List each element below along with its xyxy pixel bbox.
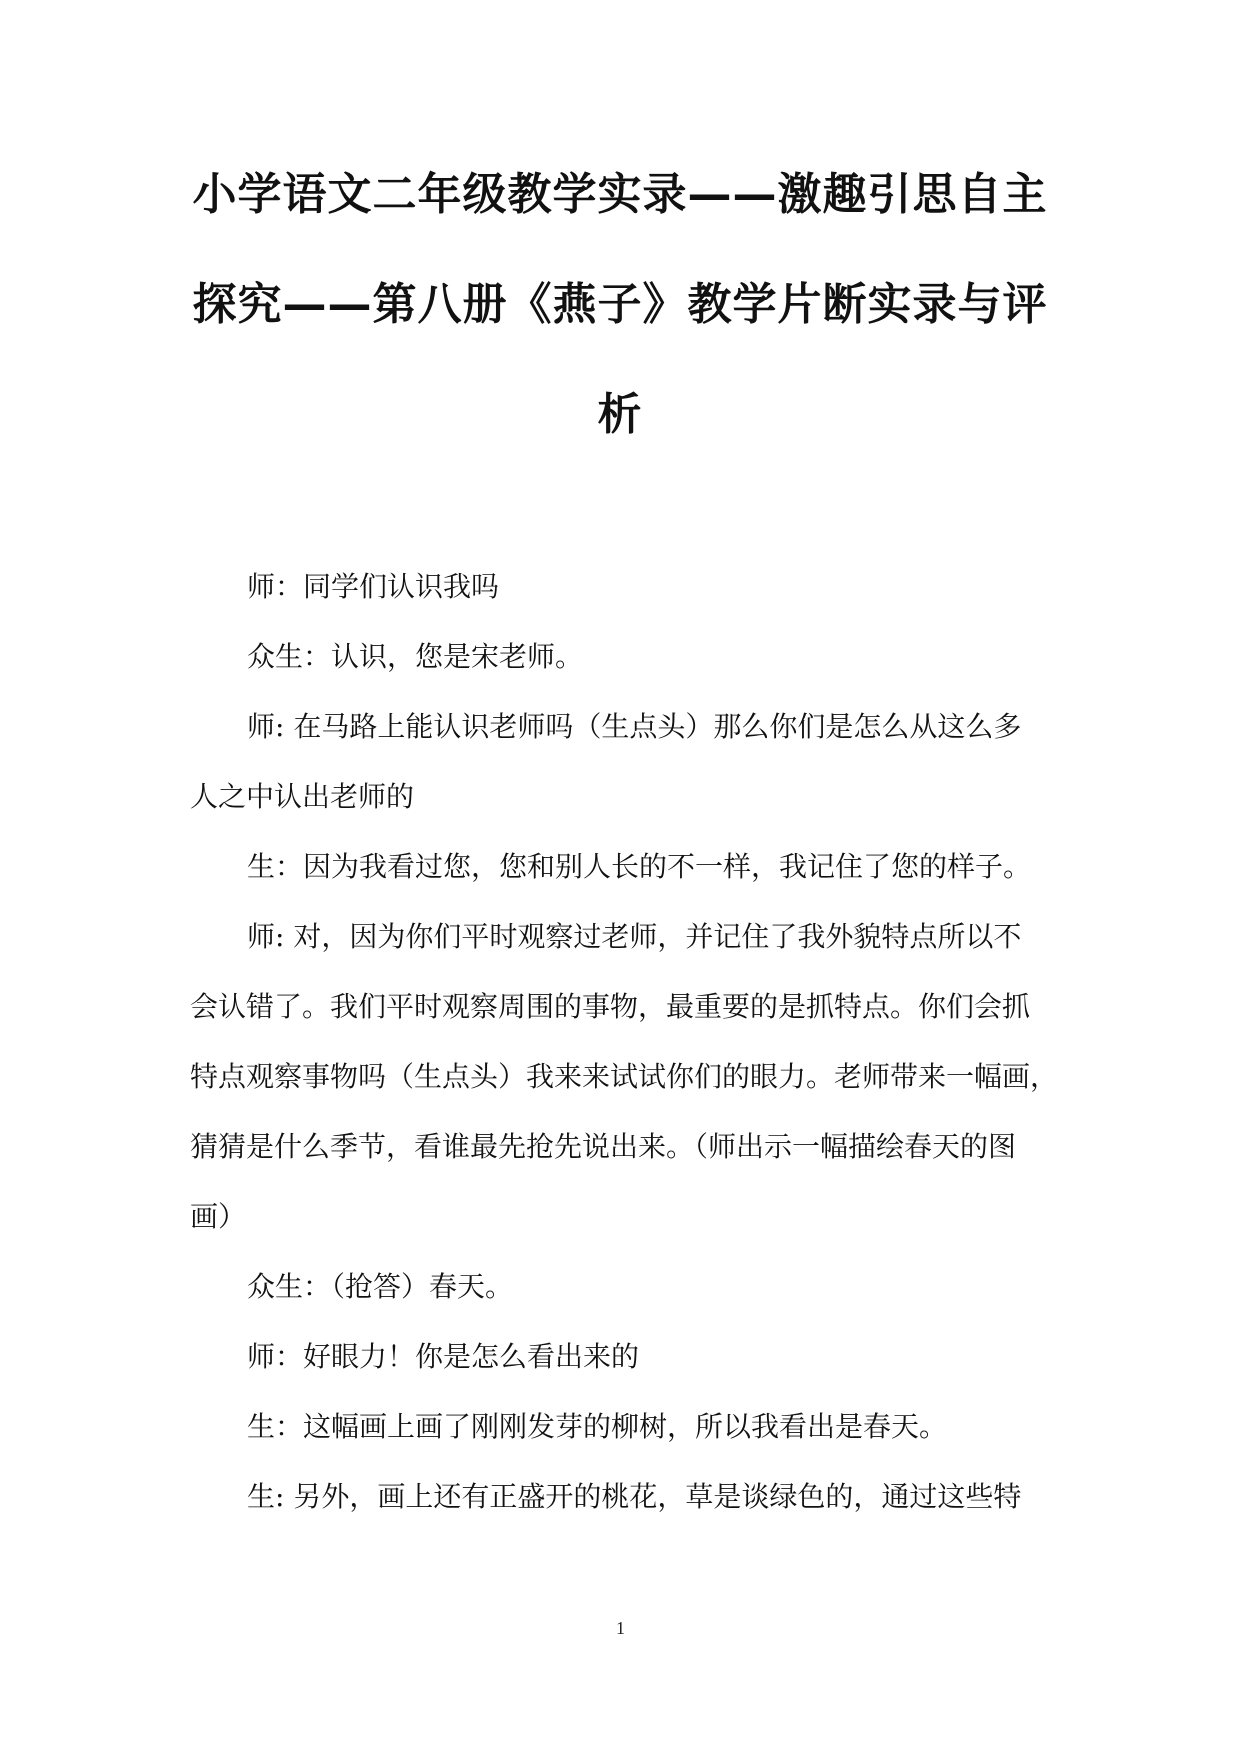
text-line: 众生：（抢答）春天。 [247,1270,514,1303]
text-line: 生：因为我看过您，您和别人长的不一样，我记住了您的样子。 [247,850,1032,883]
text-line: 师：好眼力！你是怎么看出来的 [247,1340,640,1373]
document-title [180,140,1060,470]
text-line: 猜猜是什么季节，看谁最先抢先说出来。（师出示一幅描绘春天的图 [190,1130,1017,1163]
text-line: 师：同学们认识我吗 [247,570,500,603]
text-line: 特点观察事物吗（生点头）我来来试试你们的眼力。老师带来一幅画， [190,1060,1059,1093]
text-line: 师: 对，因为你们平时观察过老师，并记住了我外貌特点所以不 [247,920,1022,953]
text-line: 人之中认出老师的 [190,780,415,813]
text-line: 画） [190,1200,247,1233]
text-line: 会认错了。我们平时观察周围的事物，最重要的是抓特点。你们会抓 [190,990,1031,1023]
text-line: 众生：认识，您是宋老师。 [247,640,584,673]
text-line: 生: 另外，画上还有正盛开的桃花，草是谈绿色的，通过这些特 [247,1480,1022,1513]
document-body [190,552,1060,1532]
text-line: 生：这幅画上画了刚刚发芽的柳树，所以我看出是春天。 [247,1410,948,1443]
title-line-3: 析 [597,389,643,440]
title-line-1: 小学语文二年级教学实录——激趣引思自主 [192,169,1048,220]
page-number: 1 [616,1618,625,1638]
title-line-2: 探究——第八册《燕子》教学片断实录与评 [192,279,1048,330]
text-line: 师: 在马路上能认识老师吗（生点头）那么你们是怎么从这么多 [247,710,1022,743]
